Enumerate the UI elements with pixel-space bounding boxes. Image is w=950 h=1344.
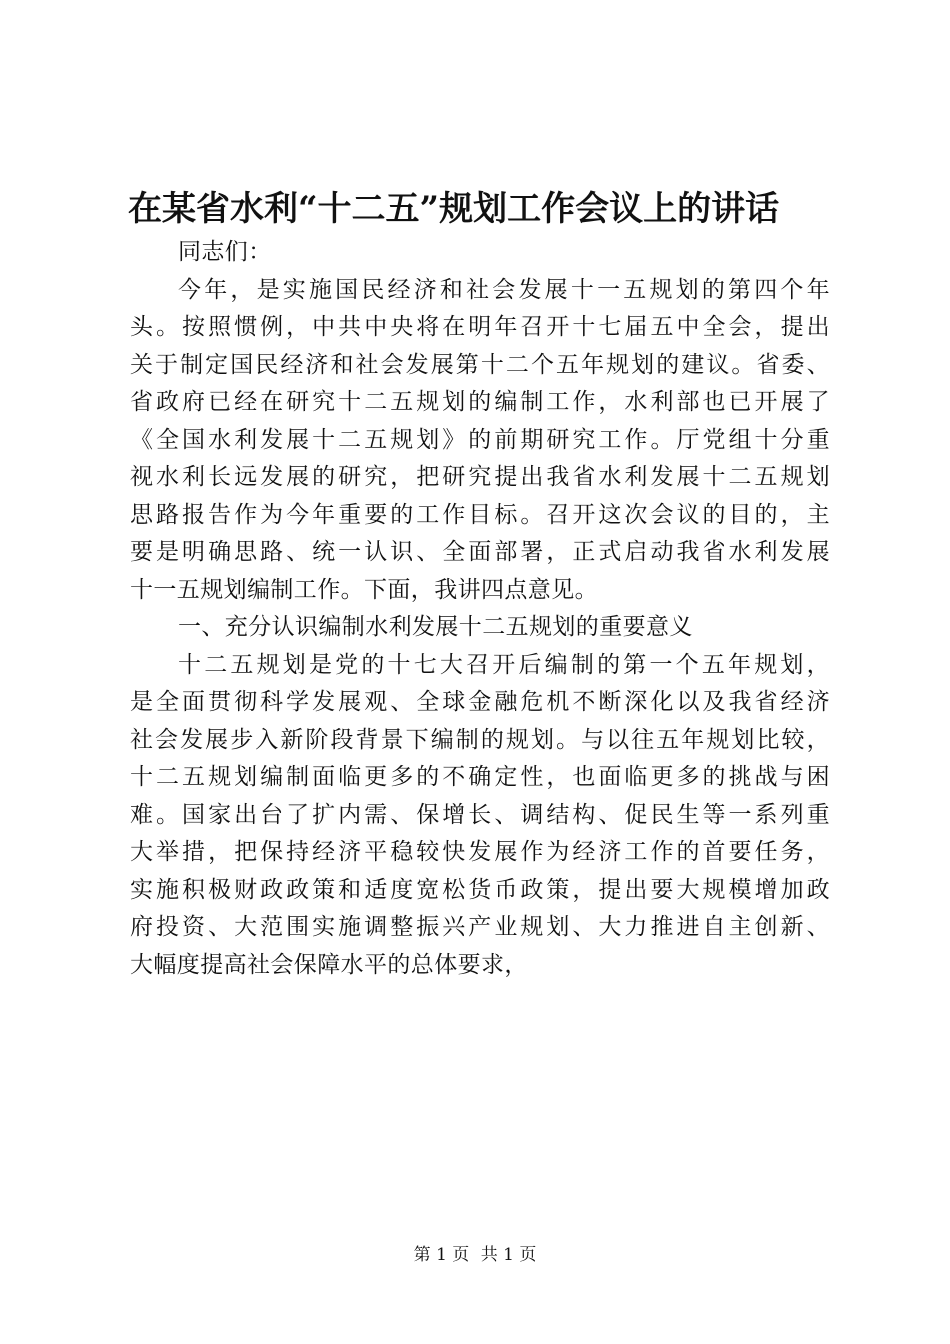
text-line: 同志们：: [178, 239, 272, 265]
text-line: 府投资、大范围实施调整振兴产业规划、大力推进自主创新、: [130, 914, 830, 940]
page-total: 共 1 页: [480, 1245, 537, 1265]
text-line: 大幅度提高社会保障水平的总体要求，: [130, 951, 528, 978]
text-line: 省政府已经在研究十二五规划的编制工作，水利部也已开展了: [130, 389, 830, 415]
text-line: 今年，是实施国民经济和社会发展十一五规划的第四个年: [178, 276, 830, 303]
text-line: 《全国水利发展十二五规划》的前期研究工作。厅党组十分重: [130, 426, 830, 453]
text-line: 难。国家出台了扩内需、保增长、调结构、促民生等一系列重: [130, 801, 830, 828]
text-line: 头。按照惯例，中共中央将在明年召开十七届五中全会，提出: [130, 314, 830, 340]
text-line: 十二五规划是党的十七大召开后编制的第一个五年规划，: [178, 651, 830, 678]
text-line: 十一五规划编制工作。下面，我讲四点意见。: [130, 576, 598, 603]
page-footer: [0, 1243, 950, 1267]
text-line: 大举措，把保持经济平稳较快发展作为经济工作的首要任务，: [130, 839, 830, 865]
text-line: 社会发展步入新阶段背景下编制的规划。与以往五年规划比较，: [130, 726, 830, 753]
text-line: 视水利长远发展的研究，把研究提出我省水利发展十二五规划: [130, 464, 830, 490]
text-line: 思路报告作为今年重要的工作目标。召开这次会议的目的，主: [130, 501, 830, 528]
text-line: 一、充分认识编制水利发展十二五规划的重要意义: [178, 614, 693, 640]
page-number: 第 1 页: [413, 1245, 470, 1265]
text-line: 实施积极财政政策和适度宽松货币政策，提出要大规模增加政: [130, 876, 830, 903]
text-line: 关于制定国民经济和社会发展第十二个五年规划的建议。省委、: [130, 351, 830, 378]
text-line: 要是明确思路、统一认识、全面部署，正式启动我省水利发展: [130, 539, 830, 565]
document-body: [130, 234, 830, 984]
text-line: 十二五规划编制面临更多的不确定性，也面临更多的挑战与困: [130, 764, 830, 790]
document-title: 在某省水利“十二五”规划工作会议上的讲话: [128, 189, 780, 229]
text-line: 是全面贯彻科学发展观、全球金融危机不断深化以及我省经济: [130, 689, 830, 715]
